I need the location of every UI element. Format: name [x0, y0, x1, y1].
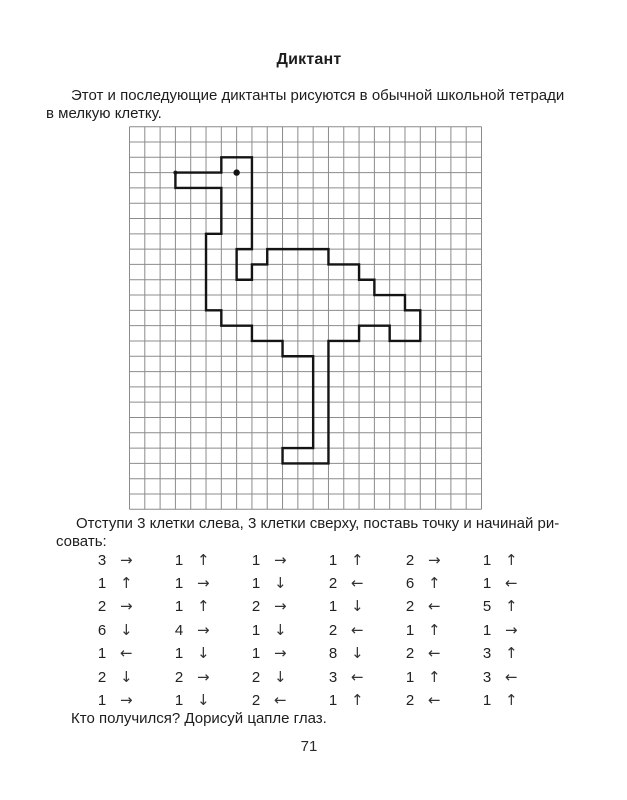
step-direction-arrow: → [197, 620, 210, 639]
dictation-step [171, 691, 248, 709]
step-direction-arrow: → [120, 550, 133, 569]
dictation-step [248, 668, 325, 686]
dictation-step [171, 644, 248, 662]
step-count: 4 [174, 621, 184, 639]
step-count: 1 [405, 668, 415, 686]
step-direction-arrow: ← [505, 574, 518, 593]
step-direction-arrow: ↑ [351, 550, 364, 569]
dictation-step [248, 551, 325, 569]
dictation-step [479, 551, 556, 569]
step-count: 2 [405, 692, 415, 710]
step-count: 3 [482, 668, 492, 686]
page-title: Диктант [276, 51, 342, 68]
step-count: 2 [405, 645, 415, 663]
dictation-step [325, 597, 402, 615]
dictation-row [94, 571, 556, 594]
step-direction-arrow: ↓ [120, 667, 133, 686]
dictation-step [171, 574, 248, 592]
step-count: 5 [482, 598, 492, 616]
step-direction-arrow: ↑ [120, 574, 133, 593]
dictation-step [479, 644, 556, 662]
step-count: 1 [97, 575, 107, 593]
intro-paragraph [46, 87, 572, 123]
dictation-step [479, 597, 556, 615]
dictation-row [94, 642, 556, 665]
step-direction-arrow: ← [351, 574, 364, 593]
step-direction-arrow: → [274, 550, 287, 569]
dictation-step [94, 691, 171, 709]
dictation-table [94, 548, 556, 712]
step-count: 3 [97, 551, 107, 569]
dictation-step [325, 621, 402, 639]
step-direction-arrow: → [274, 597, 287, 616]
dictation-step [171, 551, 248, 569]
dictation-row [94, 688, 556, 711]
dictation-step [325, 574, 402, 592]
step-count: 1 [251, 621, 261, 639]
start-dot [173, 171, 177, 175]
step-count: 1 [174, 598, 184, 616]
dictation-step [171, 668, 248, 686]
step-count: 2 [328, 621, 338, 639]
dictation-step [94, 597, 171, 615]
step-direction-arrow: ↑ [428, 667, 441, 686]
step-direction-arrow: ↑ [197, 597, 210, 616]
dictation-step [402, 644, 479, 662]
step-direction-arrow: ↓ [274, 574, 287, 593]
dictation-step [402, 691, 479, 709]
step-direction-arrow: ↓ [351, 644, 364, 663]
step-direction-arrow: → [120, 597, 133, 616]
step-count: 2 [174, 668, 184, 686]
step-direction-arrow: ← [505, 667, 518, 686]
dictation-step [325, 551, 402, 569]
step-direction-arrow: ↓ [120, 620, 133, 639]
step-count: 3 [482, 645, 492, 663]
step-direction-arrow: → [197, 574, 210, 593]
grid-svg [129, 126, 482, 510]
step-direction-arrow: ↑ [197, 550, 210, 569]
step-count: 1 [328, 551, 338, 569]
dictation-step [479, 691, 556, 709]
step-direction-arrow: ← [120, 644, 133, 663]
step-direction-arrow: ↓ [197, 644, 210, 663]
dictation-step [94, 644, 171, 662]
step-count: 6 [405, 575, 415, 593]
dictation-row [94, 618, 556, 641]
step-count: 1 [174, 692, 184, 710]
dictation-step [479, 621, 556, 639]
dictation-step [402, 621, 479, 639]
step-count: 3 [328, 668, 338, 686]
grid-lines [130, 127, 482, 510]
step-direction-arrow: → [120, 691, 133, 710]
step-count: 1 [482, 621, 492, 639]
step-direction-arrow: ↑ [428, 620, 441, 639]
step-direction-arrow: ← [351, 620, 364, 639]
task-paragraph [56, 515, 572, 551]
dictation-row [94, 548, 556, 571]
step-count: 1 [482, 575, 492, 593]
step-direction-arrow: ↑ [505, 597, 518, 616]
intro-line: в мелкую клетку. [46, 105, 162, 122]
dictation-step [479, 574, 556, 592]
step-count: 1 [97, 645, 107, 663]
dictation-step [325, 644, 402, 662]
step-count: 2 [251, 598, 261, 616]
dictation-step [248, 597, 325, 615]
dictation-step [248, 691, 325, 709]
step-count: 1 [97, 692, 107, 710]
step-count: 2 [405, 551, 415, 569]
dictation-row [94, 595, 556, 618]
step-direction-arrow: ← [428, 644, 441, 663]
step-count: 2 [251, 668, 261, 686]
step-direction-arrow: ↓ [274, 620, 287, 639]
dictation-step [171, 621, 248, 639]
dictation-step [94, 621, 171, 639]
graph-paper-figure [129, 126, 482, 510]
eye-dot [233, 169, 239, 175]
dictation-step [94, 668, 171, 686]
intro-line: Этот и последующие диктанты рисуются в обычной школьной тетради [71, 87, 565, 104]
step-count: 1 [482, 692, 492, 710]
dictation-step [402, 574, 479, 592]
task-line: Отступи 3 клетки слева, 3 клетки сверху, поставь точку и начинай ри- [76, 515, 560, 532]
dictation-step [325, 691, 402, 709]
step-count: 1 [174, 645, 184, 663]
step-count: 2 [405, 598, 415, 616]
dictation-row [94, 665, 556, 688]
step-direction-arrow: → [428, 550, 441, 569]
step-count: 2 [97, 668, 107, 686]
step-direction-arrow: ↑ [505, 691, 518, 710]
step-direction-arrow: ↓ [274, 667, 287, 686]
step-direction-arrow: ↑ [351, 691, 364, 710]
step-count: 1 [251, 551, 261, 569]
dictation-step [479, 668, 556, 686]
step-direction-arrow: ↑ [428, 574, 441, 593]
dictation-step [248, 574, 325, 592]
dictation-step [94, 574, 171, 592]
dictation-step [171, 597, 248, 615]
step-count: 1 [251, 575, 261, 593]
step-direction-arrow: → [505, 620, 518, 639]
dictation-step [248, 644, 325, 662]
step-direction-arrow: ← [351, 667, 364, 686]
step-direction-arrow: ↓ [197, 691, 210, 710]
dictation-step [402, 551, 479, 569]
step-count: 1 [482, 551, 492, 569]
dictation-step [325, 668, 402, 686]
page-number: 71 [300, 738, 318, 755]
closing-question: Кто получился? Дорисуй цапле глаз. [71, 710, 327, 727]
step-count: 2 [251, 692, 261, 710]
step-direction-arrow: ↓ [351, 597, 364, 616]
task-line: совать: [56, 533, 107, 550]
step-direction-arrow: ← [274, 691, 287, 710]
step-count: 1 [174, 575, 184, 593]
step-count: 2 [97, 598, 107, 616]
step-count: 2 [328, 575, 338, 593]
step-direction-arrow: ← [428, 691, 441, 710]
step-count: 1 [174, 551, 184, 569]
step-count: 1 [328, 598, 338, 616]
dictation-step [94, 551, 171, 569]
step-count: 1 [251, 645, 261, 663]
step-count: 6 [97, 621, 107, 639]
dictation-step [402, 668, 479, 686]
step-count: 8 [328, 645, 338, 663]
step-direction-arrow: → [274, 644, 287, 663]
step-count: 1 [405, 621, 415, 639]
step-direction-arrow: ↑ [505, 550, 518, 569]
step-direction-arrow: ← [428, 597, 441, 616]
step-count: 1 [328, 692, 338, 710]
dictation-step [402, 597, 479, 615]
dictation-step [248, 621, 325, 639]
step-direction-arrow: → [197, 667, 210, 686]
step-direction-arrow: ↑ [505, 644, 518, 663]
